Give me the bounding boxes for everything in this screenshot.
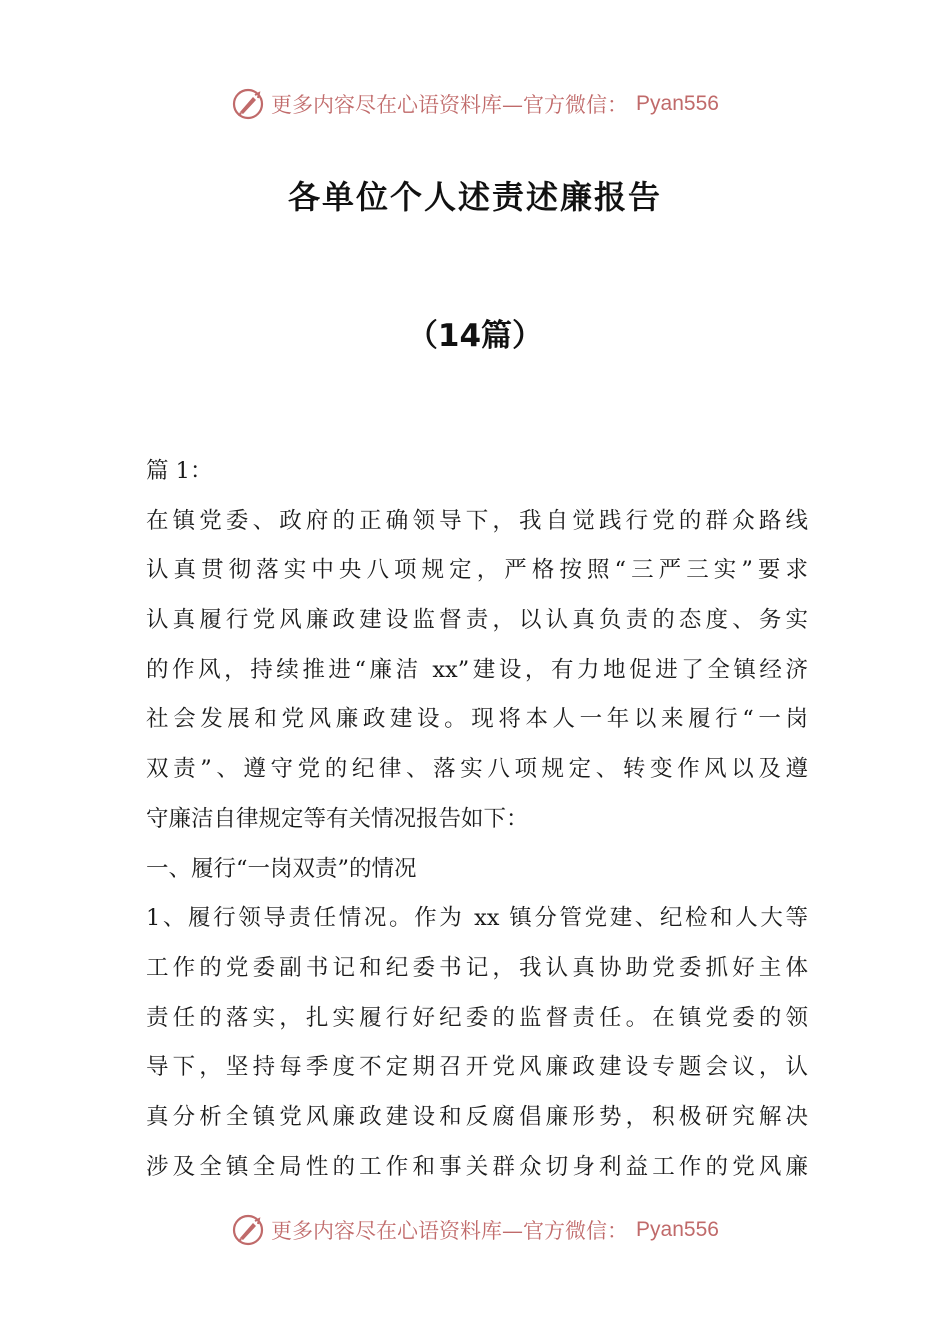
body-line: 篇 1： — [146, 458, 213, 484]
watermark-text: 更多内容尽在心语资料库—官方微信： — [271, 93, 629, 117]
section-heading: 一、履行“一岗双责”的情况 — [146, 855, 417, 882]
document-title: 各单位个人述责述廉报告 — [287, 178, 662, 216]
watermark-text: 更多内容尽在心语资料库—官方微信： — [271, 1219, 629, 1243]
header-watermark — [0, 84, 950, 124]
document-body — [146, 447, 808, 1192]
pen-logo-icon — [231, 1213, 265, 1247]
footer-watermark — [0, 1210, 950, 1250]
body-line: 导下，坚持每季度不定期召开党风廉政建设专题会议，认 — [146, 1054, 808, 1081]
body-line: 在镇党委、政府的正确领导下，我自觉践行党的群众路线 — [146, 507, 808, 534]
body-line: 工作的党委副书记和纪委书记，我认真协助党委抓好主体 — [146, 954, 808, 981]
body-line: 认真履行党风廉政建设监督责，以认真负责的态度、务实 — [146, 607, 808, 634]
body-line: 双责”、遵守党的纪律、落实八项规定、转变作风以及遵 — [146, 756, 808, 783]
watermark-wechat-id: Pyan556 — [636, 1218, 719, 1241]
body-line: 的作风，持续推进“廉洁 xx”建设，有力地促进了全镇经济 — [146, 656, 808, 683]
body-line: 认真贯彻落实中央八项规定，严格按照“三严三实”要求 — [146, 557, 808, 584]
document-subtitle: （14篇） — [406, 318, 544, 354]
body-line: 社会发展和党风廉政建设。现将本人一年以来履行“一岗 — [146, 706, 808, 733]
watermark-wechat-id: Pyan556 — [636, 92, 719, 115]
body-line: 1、履行领导责任情况。作为 xx 镇分管党建、纪检和人大等 — [146, 905, 808, 932]
body-line: 真分析全镇党风廉政建设和反腐倡廉形势，积极研究解决 — [146, 1103, 808, 1130]
pen-logo-icon — [231, 87, 265, 121]
body-line: 涉及全镇全局性的工作和事关群众切身利益工作的党风廉 — [146, 1153, 808, 1180]
body-line: 责任的落实，扎实履行好纪委的监督责任。在镇党委的领 — [146, 1004, 808, 1031]
body-line: 守廉洁自律规定等有关情况报告如下： — [146, 805, 529, 832]
